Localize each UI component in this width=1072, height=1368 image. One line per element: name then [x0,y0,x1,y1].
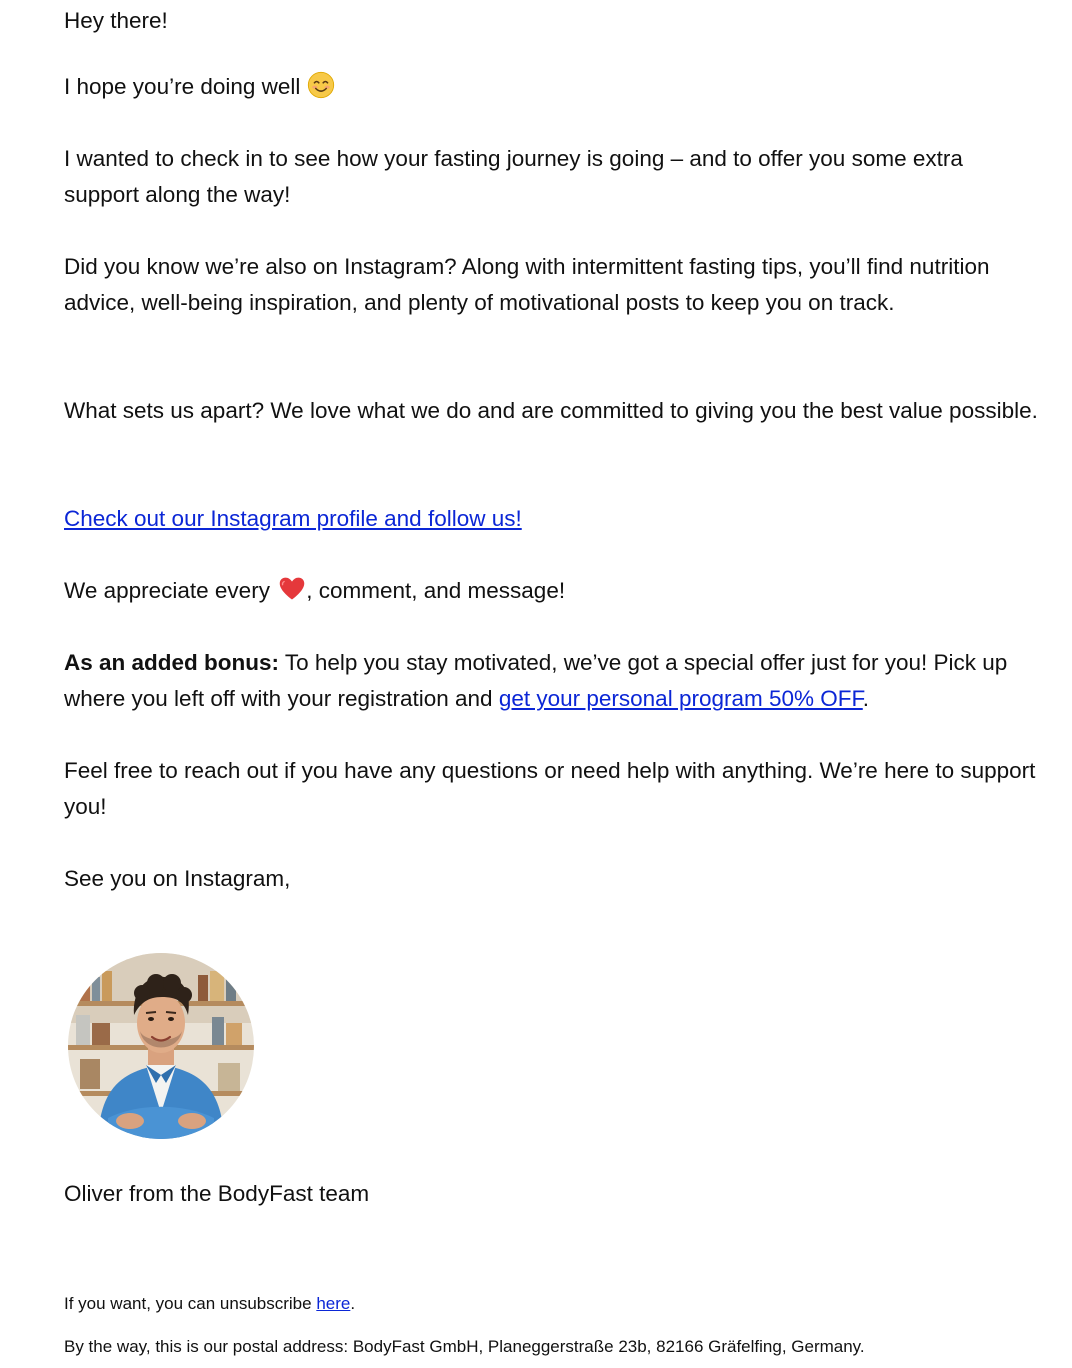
unsubscribe-line [64,1292,355,1316]
bonus-text: To help you stay motivated, we’ve got a special offer just for you! Pick up where you left off with your registration and [64,650,1008,711]
instagram-profile-link[interactable]: Check out our Instagram profile and follow us! [64,506,522,531]
value-paragraph: What sets us apart? We love what we do and are committed to giving you the best value possible. [64,398,1038,423]
appreciate-text-start: We appreciate every [64,578,270,603]
bonus-paragraph [64,645,1039,717]
red-heart-icon [278,575,306,603]
oliver-portrait-image [68,953,254,1139]
check-in-paragraph: I wanted to check in to see how your fasting journey is going – and to offer you some extra support along the way! [64,146,963,207]
unsubscribe-end: . [350,1294,356,1313]
appreciate-line [64,573,565,609]
bonus-end: . [862,686,870,711]
instagram-paragraph: Did you know we’re also on Instagram? Along with intermittent fasting tips, you’ll find nutrition advice, well-being inspiration, and plenty of motivational posts to keep you on track. [64,254,990,315]
wellbeing-text: I hope you’re doing well [64,74,301,99]
bonus-label: As an added bonus: [64,650,280,675]
support-paragraph: Feel free to reach out if you have any questions or need help with anything. We’re here to support you! [64,758,1036,819]
instagram-link-line [64,501,522,537]
discount-program-link[interactable]: get your personal program 50% OFF [498,686,863,711]
signature: Oliver from the BodyFast team [64,1181,370,1206]
wellbeing-line [64,69,335,105]
unsubscribe-link[interactable]: here [316,1294,351,1313]
appreciate-text-end: , comment, and message! [306,578,566,603]
unsubscribe-text: If you want, you can unsubscribe [64,1294,317,1313]
closing-line: See you on Instagram, [64,866,291,891]
smiling-face-icon [307,71,335,99]
postal-address: By the way, this is our postal address: BodyFast GmbH, Planeggerstraße 23b, 82166 Gräfelfing, Germany. [64,1337,865,1356]
avatar [68,953,254,1139]
greeting: Hey there! [64,8,168,33]
